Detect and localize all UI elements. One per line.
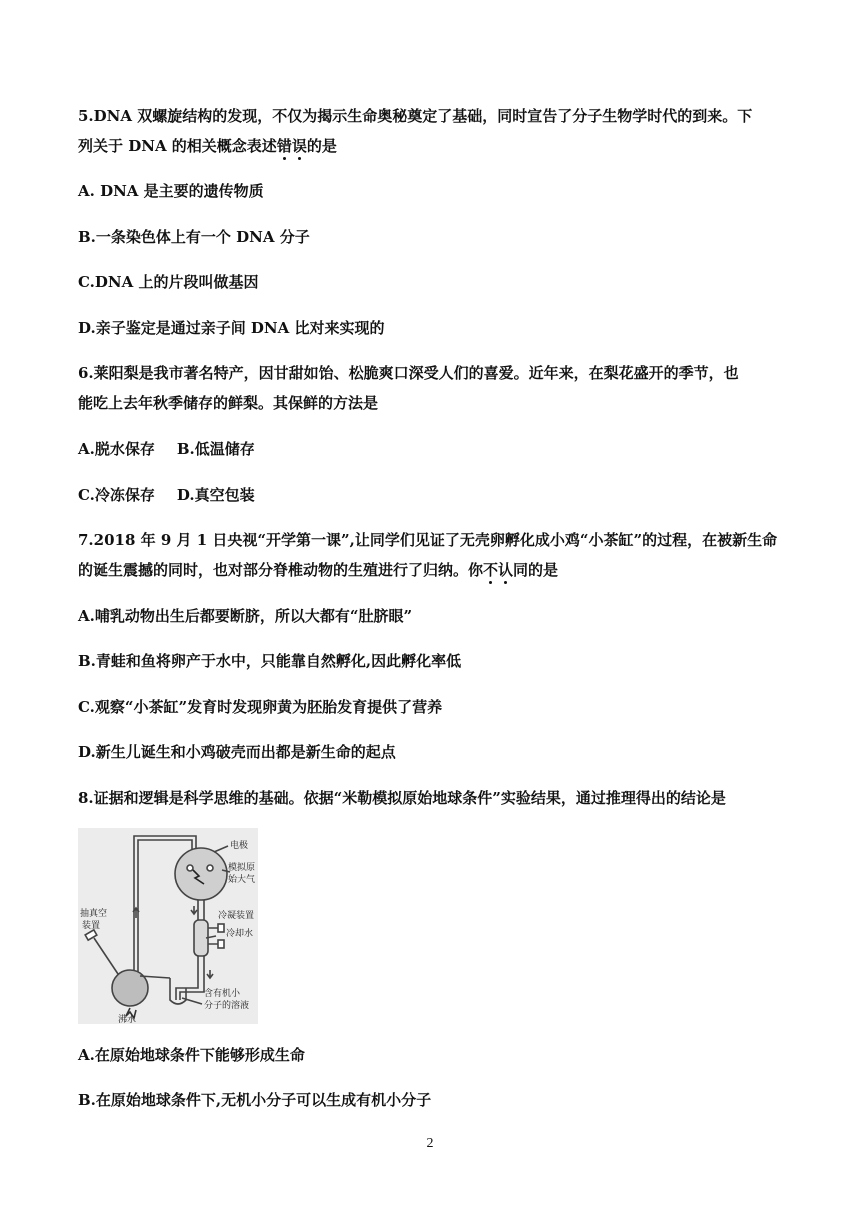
q6-options-row1 [78,439,255,459]
label-atmosphere-2: 始大气 [228,875,256,885]
q8-stem-line1: 8.证据和逻辑是科学思维的基础。依据“米勒模拟原始地球条件”实验结果，通过推理得出的结论是 [78,789,726,807]
q5-option-b: B.一条染色体上有一个 DNA 分子 [78,228,310,246]
q5-stem-line2: 列关于 DNA 的相关概念表述错误的是 [78,137,337,155]
q7-option-a: A.哺乳动物出生后都要断脐，所以大都有“肚脐眼” [78,607,413,625]
q7-stem-line1: 7.2018 年 9 月 1 日央视“开学第一课”,让同学们见证了无壳卵孵化成小鸡“小茶缸”的过程，在被新生命 [78,531,778,549]
page-number: 2 [426,1136,434,1151]
emphasis-mark: 错 [276,137,292,155]
q6-stem-line2: 能吃上去年秋季储存的鲜梨。其保鲜的方法是 [78,394,379,412]
label-atmosphere-1: 模拟原 [228,863,256,873]
label-condenser: 冷凝装置 [218,911,255,921]
q6-option-a: A.脱水保存 [78,440,155,458]
q5-option-c: C.DNA 上的片段叫做基因 [78,273,259,291]
q8-option-b: B.在原始地球条件下,无机小分子可以生成有机小分子 [78,1091,432,1109]
emphasis-mark: 认 [498,561,514,579]
label-solution-2: 分子的溶液 [204,1001,250,1011]
label-vacuum-1: 抽真空 [80,909,108,919]
label-boiling-water: 沸水 [118,1015,137,1024]
q8-option-a: A.在原始地球条件下能够形成生命 [78,1046,305,1064]
miller-experiment-figure [78,828,258,1024]
q6-options-row2 [78,485,255,505]
emphasis-mark: 误 [291,137,307,155]
label-vacuum-2: 装置 [82,921,101,931]
q5-option-d: D.亲子鉴定是通过亲子间 DNA 比对来实现的 [78,319,385,337]
q6-option-d: D.真空包装 [176,486,255,504]
q7-option-d: D.新生儿诞生和小鸡破壳而出都是新生命的起点 [78,743,396,761]
q6-option-c: C.冷冻保存 [78,486,155,504]
q7-stem-line2: 的诞生震撼的同时，也对部分脊椎动物的生殖进行了归纳。你不认同的是 [78,561,559,579]
label-solution-1: 含有机小 [204,989,241,999]
emphasis-mark: 不 [483,561,499,579]
q6-option-b: B.低温储存 [176,440,255,458]
q5-stem-line1: 5.DNA 双螺旋结构的发现，不仅为揭示生命奥秘奠定了基础，同时宣告了分子生物学时代的到来。下 [78,107,753,125]
label-electrode: 电极 [230,841,249,851]
q7-option-b: B.青蛙和鱼将卵产于水中，只能靠自然孵化,因此孵化率低 [78,652,462,670]
q7-option-c: C.观察“小茶缸”发育时发现卵黄为胚胎发育提供了营养 [78,698,443,716]
q5-option-a: A. DNA 是主要的遗传物质 [78,182,264,200]
label-cooling-water: 冷却水 [226,929,254,939]
q6-stem-line1: 6.莱阳梨是我市著名特产，因甘甜如饴、松脆爽口深受人们的喜爱。近年来，在梨花盛开的季节，也 [78,364,739,382]
